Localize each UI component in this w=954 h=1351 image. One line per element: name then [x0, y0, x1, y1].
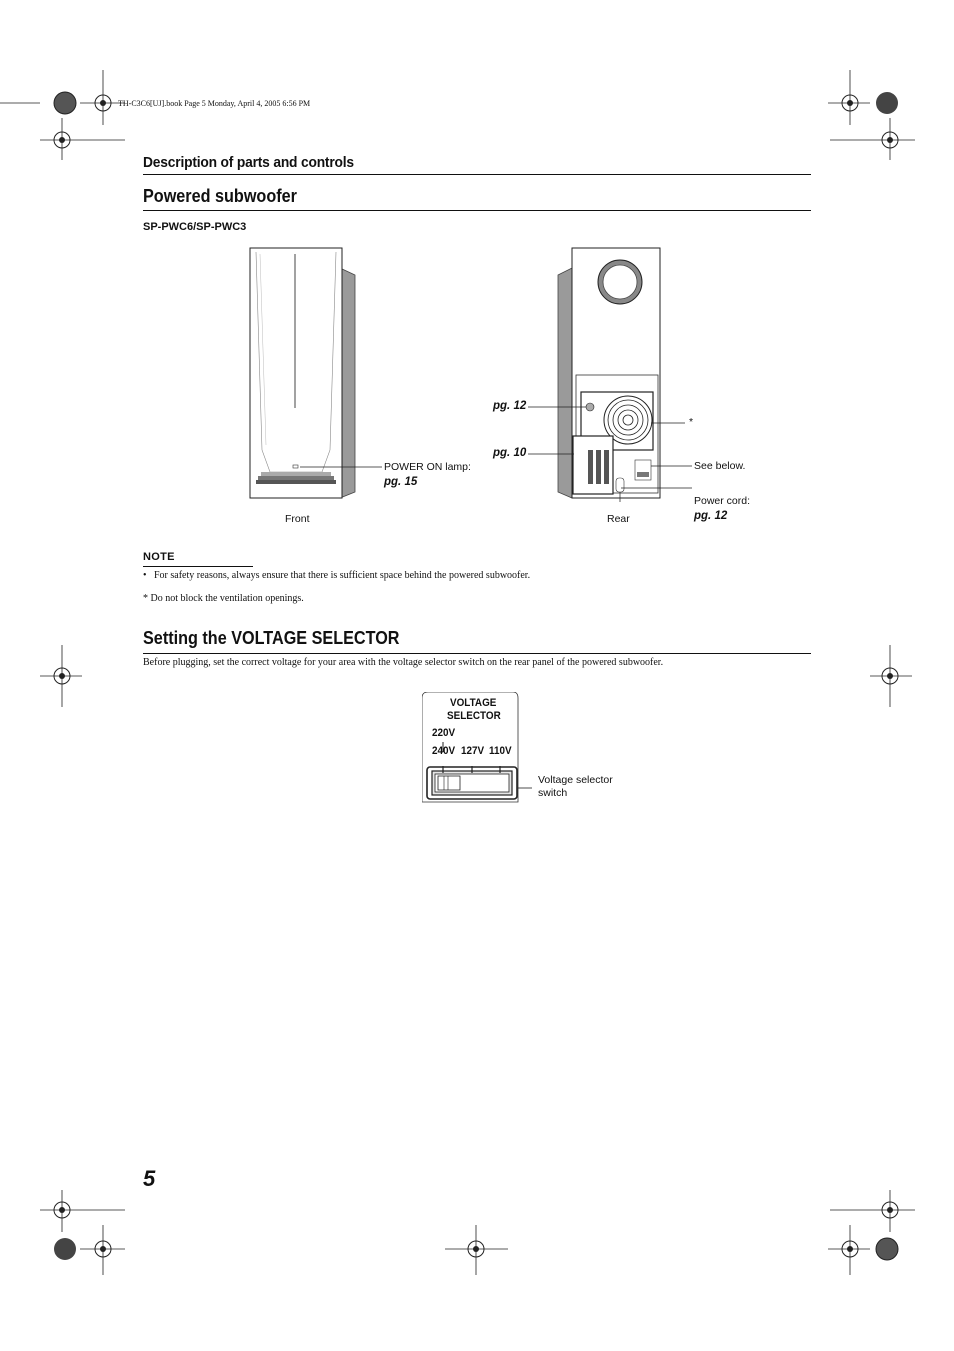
note-bullet-text: For safety reasons, always ensure that there is sufficient space behind the powered subwoofer. [154, 570, 531, 581]
power-cord-page-ref[interactable]: pg. 12 [694, 510, 728, 522]
front-view [250, 248, 382, 498]
voltage-220v: 220V [432, 727, 456, 739]
voltage-intro: Before plugging, set the correct voltage for your area with the voltage selector switch on the rear panel of the powered subwoofer. [143, 657, 664, 668]
page-number: 5 [143, 1166, 156, 1191]
voltage-section-rule [143, 653, 811, 654]
note-bullet-marker: • [143, 570, 147, 581]
voltage-240v: 240V [432, 745, 456, 757]
subsection-title: Powered subwoofer [143, 186, 297, 206]
power-cord-label: Power cord: [694, 495, 751, 507]
section-title: Description of parts and controls [143, 154, 354, 171]
power-lamp-page-ref[interactable]: pg. 15 [384, 476, 418, 488]
voltage-panel-title-2: SELECTOR [447, 710, 501, 722]
model-label: SP-PWC6/SP-PWC3 [143, 221, 247, 233]
power-lamp-label: POWER ON lamp: [384, 461, 471, 473]
voltage-selector-switch[interactable] [435, 771, 520, 799]
file-header: TH-C3C6[UJ].book Page 5 Monday, April 4, 2005 6:56 PM [118, 99, 311, 108]
voltage-127v: 127V [461, 745, 485, 757]
see-below-label: See below. [694, 460, 746, 472]
voltage-section-title: Setting the VOLTAGE SELECTOR [143, 628, 400, 648]
section-rule [143, 174, 811, 175]
ventilation-asterisk: * [689, 416, 694, 428]
voltage-panel-title-1: VOLTAGE [450, 697, 497, 709]
rear-view [528, 248, 692, 502]
switch-label-1: Voltage selector [538, 774, 613, 786]
rear-caption: Rear [607, 513, 630, 525]
front-caption: Front [285, 513, 310, 525]
note-rule [143, 566, 253, 567]
subsection-rule [143, 210, 811, 211]
note-asterisk-text: * Do not block the ventilation openings. [143, 593, 304, 604]
switch-label-2: switch [538, 787, 568, 799]
rear-pg12-ref[interactable]: pg. 12 [493, 400, 527, 412]
rear-pg10-ref[interactable]: pg. 10 [493, 447, 527, 459]
note-title: NOTE [143, 551, 175, 563]
voltage-110v: 110V [489, 745, 512, 757]
